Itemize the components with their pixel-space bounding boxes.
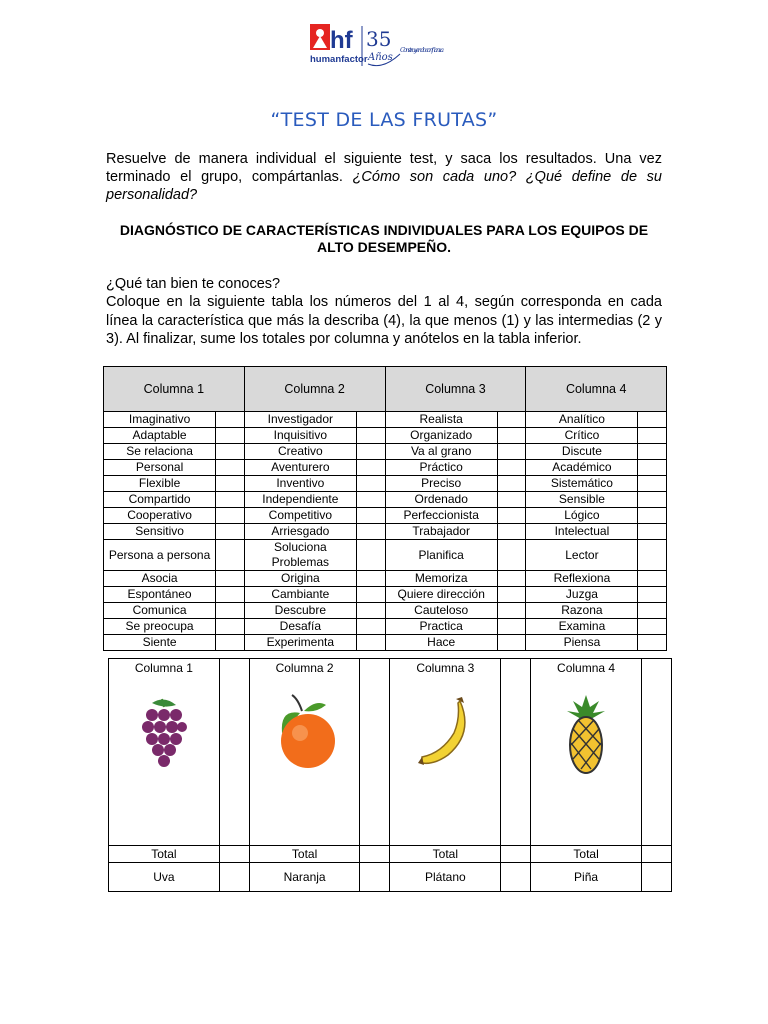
score-input-cell[interactable] <box>357 540 386 571</box>
score-input-cell[interactable] <box>216 476 245 492</box>
score-input-cell[interactable] <box>497 540 526 571</box>
score-input-cell[interactable] <box>497 524 526 540</box>
trait-cell: Descubre <box>244 603 356 619</box>
score-input-cell[interactable] <box>357 635 386 651</box>
score-input-cell[interactable] <box>638 492 667 508</box>
result-blank-4[interactable] <box>641 659 671 846</box>
score-input-cell[interactable] <box>216 508 245 524</box>
trait-cell: Quiere dirección <box>385 587 497 603</box>
results-table <box>108 658 672 892</box>
score-input-cell[interactable] <box>497 635 526 651</box>
score-input-cell[interactable] <box>497 619 526 635</box>
logo-tagline: Construyendo confianza <box>400 46 444 54</box>
trait-cell: Origina <box>244 571 356 587</box>
trait-cell: Cooperativo <box>104 508 216 524</box>
trait-cell: Ordenado <box>385 492 497 508</box>
trait-cell: Se preocupa <box>104 619 216 635</box>
score-input-cell[interactable] <box>216 412 245 428</box>
table-row <box>104 540 667 571</box>
score-input-cell[interactable] <box>216 635 245 651</box>
score-input-cell[interactable] <box>497 444 526 460</box>
logo-anniv-word: Años <box>368 52 393 63</box>
trait-cell: Discute <box>526 444 638 460</box>
fruit-blank-4[interactable] <box>641 863 671 892</box>
logo-brand-bottom: humanfactor <box>310 54 368 65</box>
score-input-cell[interactable] <box>357 524 386 540</box>
total-input-1[interactable] <box>219 846 249 863</box>
score-input-cell[interactable] <box>216 492 245 508</box>
trait-cell: Flexible <box>104 476 216 492</box>
trait-cell: Se relaciona <box>104 444 216 460</box>
score-input-cell[interactable] <box>357 492 386 508</box>
header-column-2: Columna 2 <box>244 367 385 412</box>
fruit-name-1: Uva <box>109 863 220 892</box>
fruit-blank-2[interactable] <box>360 863 390 892</box>
total-row <box>109 846 672 863</box>
table-row <box>104 571 667 587</box>
score-input-cell[interactable] <box>497 460 526 476</box>
score-input-cell[interactable] <box>638 635 667 651</box>
pineapple-icon <box>561 693 611 779</box>
score-input-cell[interactable] <box>638 587 667 603</box>
score-input-cell[interactable] <box>497 476 526 492</box>
question-text: ¿Qué tan bien te conoces? <box>106 276 281 292</box>
trait-cell: Realista <box>385 412 497 428</box>
table-row <box>104 412 667 428</box>
trait-cell: Perfeccionista <box>385 508 497 524</box>
result-header-4: Columna 4 <box>557 661 616 675</box>
trait-cell: Aventurero <box>244 460 356 476</box>
trait-cell: Compartido <box>104 492 216 508</box>
grapes-icon <box>134 693 194 773</box>
score-input-cell[interactable] <box>497 492 526 508</box>
trait-cell: Persona a persona <box>104 540 216 571</box>
score-input-cell[interactable] <box>497 587 526 603</box>
score-input-cell[interactable] <box>357 587 386 603</box>
score-input-cell[interactable] <box>216 587 245 603</box>
score-input-cell[interactable] <box>216 460 245 476</box>
trait-cell: Lector <box>526 540 638 571</box>
score-input-cell[interactable] <box>216 444 245 460</box>
trait-cell: Desafía <box>244 619 356 635</box>
table-row <box>104 492 667 508</box>
table-row <box>104 444 667 460</box>
score-input-cell[interactable] <box>497 428 526 444</box>
table-row <box>104 460 667 476</box>
trait-cell: Comunica <box>104 603 216 619</box>
score-input-cell[interactable] <box>497 412 526 428</box>
score-input-cell[interactable] <box>638 412 667 428</box>
trait-cell: Sensible <box>526 492 638 508</box>
score-input-cell[interactable] <box>638 524 667 540</box>
score-input-cell[interactable] <box>638 508 667 524</box>
trait-cell: Adaptable <box>104 428 216 444</box>
trait-cell: Juzga <box>526 587 638 603</box>
trait-cell: Competitivo <box>244 508 356 524</box>
trait-cell: Memoriza <box>385 571 497 587</box>
score-input-cell[interactable] <box>357 571 386 587</box>
fruit-name-2: Naranja <box>249 863 360 892</box>
trait-cell: Examina <box>526 619 638 635</box>
table-row <box>104 524 667 540</box>
table-row <box>104 428 667 444</box>
total-label-3: Total <box>390 846 501 863</box>
trait-cell: Académico <box>526 460 638 476</box>
score-input-cell[interactable] <box>216 619 245 635</box>
trait-cell: Sistemático <box>526 476 638 492</box>
trait-cell: Sensitivo <box>104 524 216 540</box>
trait-cell: Espontáneo <box>104 587 216 603</box>
trait-cell: Piensa <box>526 635 638 651</box>
result-blank-2[interactable] <box>360 659 390 846</box>
result-header-2: Columna 2 <box>275 661 334 675</box>
table-row <box>104 635 667 651</box>
trait-cell: Siente <box>104 635 216 651</box>
score-input-cell[interactable] <box>357 428 386 444</box>
score-input-cell[interactable] <box>216 571 245 587</box>
table-row <box>104 508 667 524</box>
trait-cell: Imaginativo <box>104 412 216 428</box>
trait-cell: Soluciona Problemas <box>244 540 356 571</box>
logo-anniv-number: 35 <box>366 27 392 51</box>
trait-cell: Preciso <box>385 476 497 492</box>
table-row <box>104 619 667 635</box>
score-input-cell[interactable] <box>216 540 245 571</box>
trait-cell: Personal <box>104 460 216 476</box>
total-label-1: Total <box>109 846 220 863</box>
trait-cell: Experimenta <box>244 635 356 651</box>
banana-icon <box>412 693 478 773</box>
table-row <box>104 587 667 603</box>
trait-cell: Inventivo <box>244 476 356 492</box>
header-column-3: Columna 3 <box>385 367 526 412</box>
total-input-4[interactable] <box>641 846 671 863</box>
table-header-row <box>104 367 667 412</box>
trait-cell: Intelectual <box>526 524 638 540</box>
trait-cell: Crítico <box>526 428 638 444</box>
intro-question: ¿Cómo son cada uno? ¿Qué define de su personalidad? <box>106 169 662 203</box>
instructions-text: Coloque en la siguiente tabla los números del 1 al 4, según corresponda en cada línea la característica que más la describa (4), la que menos (1) y las intermedias (2 y 3). Al finalizar, sume los totales por columna y anótelos en la tabla inferior. <box>106 294 662 347</box>
trait-cell: Cauteloso <box>385 603 497 619</box>
trait-cell: Planifica <box>385 540 497 571</box>
trait-cell: Arriesgado <box>244 524 356 540</box>
trait-cell: Razona <box>526 603 638 619</box>
page-title: “TEST DE LAS FRUTAS” <box>270 109 498 131</box>
orange-icon <box>272 693 338 773</box>
score-input-cell[interactable] <box>497 603 526 619</box>
trait-cell: Lógico <box>526 508 638 524</box>
result-header-3: Columna 3 <box>416 661 475 675</box>
header-column-4: Columna 4 <box>526 367 667 412</box>
score-input-cell[interactable] <box>638 428 667 444</box>
score-input-cell[interactable] <box>638 571 667 587</box>
table-row <box>104 476 667 492</box>
score-input-cell[interactable] <box>638 603 667 619</box>
total-label-2: Total <box>249 846 360 863</box>
trait-cell: Trabajador <box>385 524 497 540</box>
trait-cell: Investigador <box>244 412 356 428</box>
intro-paragraph <box>106 150 662 204</box>
score-input-cell[interactable] <box>216 428 245 444</box>
characteristics-table <box>103 366 667 651</box>
score-input-cell[interactable] <box>357 412 386 428</box>
score-input-cell[interactable] <box>497 571 526 587</box>
result-blank-3[interactable] <box>501 659 531 846</box>
fruit-name-row <box>109 863 672 892</box>
fruit-row <box>109 659 672 846</box>
fruit-name-4: Piña <box>531 863 642 892</box>
fruit-blank-1[interactable] <box>219 863 249 892</box>
trait-cell: Organizado <box>385 428 497 444</box>
result-column-1 <box>109 659 220 846</box>
result-blank-1[interactable] <box>219 659 249 846</box>
trait-cell: Práctico <box>385 460 497 476</box>
table-row <box>104 603 667 619</box>
trait-cell: Asocia <box>104 571 216 587</box>
header-column-1: Columna 1 <box>104 367 245 412</box>
trait-cell: Cambiante <box>244 587 356 603</box>
score-input-cell[interactable] <box>497 508 526 524</box>
fruit-blank-3[interactable] <box>501 863 531 892</box>
score-input-cell[interactable] <box>216 603 245 619</box>
result-column-3 <box>390 659 501 846</box>
score-input-cell[interactable] <box>638 540 667 571</box>
score-input-cell[interactable] <box>638 476 667 492</box>
score-input-cell[interactable] <box>638 444 667 460</box>
fruit-name-3: Plátano <box>390 863 501 892</box>
score-input-cell[interactable] <box>357 619 386 635</box>
intro-text: Resuelve de manera individual el siguiente test, y saca los resultados. Una vez terminado el grupo, compártanlas. <box>106 151 662 185</box>
section-subtitle: DIAGNÓSTICO DE CARACTERÍSTICAS INDIVIDUALES PARA LOS EQUIPOS DE ALTO DESEMPEÑO. <box>119 222 649 255</box>
trait-cell: Analítico <box>526 412 638 428</box>
score-input-cell[interactable] <box>357 508 386 524</box>
total-input-3[interactable] <box>501 846 531 863</box>
score-input-cell[interactable] <box>638 619 667 635</box>
result-column-4 <box>531 659 642 846</box>
trait-cell: Reflexiona <box>526 571 638 587</box>
trait-cell: Va al grano <box>385 444 497 460</box>
score-input-cell[interactable] <box>216 524 245 540</box>
trait-cell: Practica <box>385 619 497 635</box>
trait-cell: Inquisitivo <box>244 428 356 444</box>
score-input-cell[interactable] <box>357 444 386 460</box>
logo-brand-top: hf <box>330 27 353 54</box>
result-column-2 <box>249 659 360 846</box>
trait-cell: Creativo <box>244 444 356 460</box>
trait-cell: Hace <box>385 635 497 651</box>
score-input-cell[interactable] <box>638 460 667 476</box>
score-input-cell[interactable] <box>357 476 386 492</box>
score-input-cell[interactable] <box>357 460 386 476</box>
result-header-1: Columna 1 <box>134 661 193 675</box>
total-label-4: Total <box>531 846 642 863</box>
trait-cell: Independiente <box>244 492 356 508</box>
company-logo <box>308 22 448 72</box>
total-input-2[interactable] <box>360 846 390 863</box>
score-input-cell[interactable] <box>357 603 386 619</box>
